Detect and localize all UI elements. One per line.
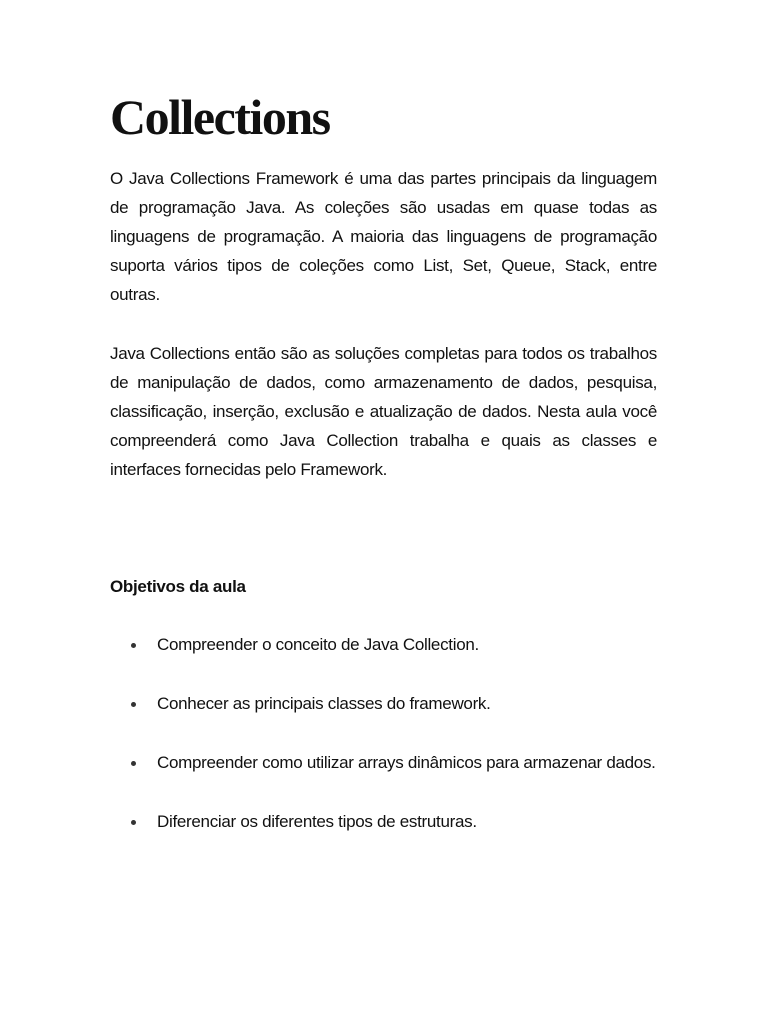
objective-text: Conhecer as principais classes do framework. xyxy=(157,694,491,713)
objective-text: Compreender o conceito de Java Collection. xyxy=(157,635,479,654)
objective-text: Diferenciar os diferentes tipos de estruturas. xyxy=(157,812,477,831)
objectives-heading: Objetivos da aula xyxy=(110,577,246,596)
bullet-icon xyxy=(131,643,136,648)
list-item xyxy=(110,630,657,659)
bullet-icon xyxy=(131,820,136,825)
intro-paragraph: O Java Collections Framework é uma das partes principais da linguagem de programação Java. As coleções são usadas em quase todas as linguagens de programação. A maioria das linguagens de programação suporta vários tipos de coleções como List, Set, Queue, Stack, entre outras. xyxy=(110,169,657,304)
bullet-icon xyxy=(131,702,136,707)
list-item xyxy=(110,807,657,836)
objectives-list xyxy=(110,630,657,866)
objective-text: Compreender como utilizar arrays dinâmicos para armazenar dados. xyxy=(157,753,656,772)
list-item xyxy=(110,748,657,777)
bullet-icon xyxy=(131,761,136,766)
page-title: Collections xyxy=(110,89,330,145)
description-paragraph: Java Collections então são as soluções completas para todos os trabalhos de manipulação de dados, como armazenamento de dados, pesquisa, classificação, inserção, exclusão e atualização de dados. Nesta aula você compreenderá como Java Collection trabalha e quais as classes e interfaces fornecidas pelo Framework. xyxy=(110,344,657,479)
list-item xyxy=(110,689,657,718)
